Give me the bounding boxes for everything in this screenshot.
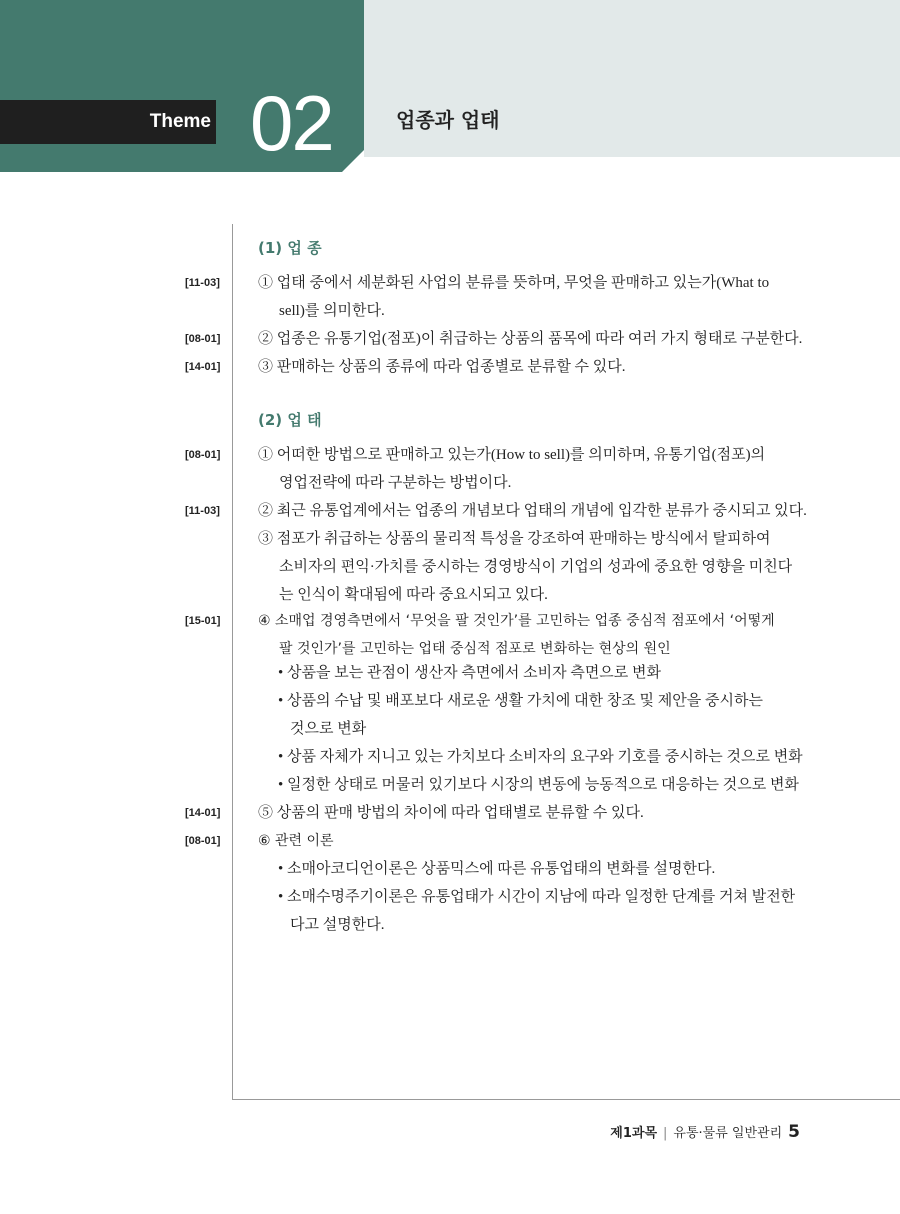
theme-label: Theme [0, 100, 216, 144]
page-number: 5 [788, 1122, 800, 1142]
list-item: ③ 점포가 취급하는 상품의 물리적 특성을 강조하여 판매하는 방식에서 탈피하여 소비자의 편익·가치를 중시하는 경영방식이 기업의 성과에 중요한 영향을 미친다 는 인식이 확대됨에 따라 중요시되고 있다. [258, 531, 793, 603]
list-item: ④ 소매업 경영측면에서 ‘무엇을 팔 것인가’를 고민하는 업종 중심적 점포에서 ‘어떻게 팔 것인가’를 고민하는 업태 중심적 점포로 변화하는 현상의 원인 [258, 613, 775, 657]
exam-code: [08-01] [185, 333, 221, 345]
content-bottom-rule [232, 1099, 900, 1100]
footer-separator: | [663, 1126, 668, 1141]
bullet-item: • 상품을 보는 관점이 생산자 측면에서 소비자 측면으로 변화 [278, 665, 662, 681]
theme-number: 02 [250, 79, 333, 167]
exam-code: [15-01] [185, 615, 221, 627]
bullet-item: • 상품의 수납 및 배포보다 새로운 생활 가치에 대한 창조 및 제안을 중시하는 것으로 변화 [278, 693, 763, 737]
exam-code: [14-01] [185, 361, 221, 373]
theme-title: 업종과 업태 [396, 108, 500, 132]
section-heading-uptae: (2) 업 태 [258, 411, 322, 429]
list-item: ② 업종은 유통기업(점포)이 취급하는 상품의 품목에 따라 여러 가지 형태로 구분한다. [258, 331, 803, 347]
exam-code: [11-03] [185, 277, 220, 289]
exam-code: [14-01] [185, 807, 221, 819]
bullet-item: • 소매수명주기이론은 유통업태가 시간이 지남에 따라 일정한 단계를 거쳐 발전한 다고 설명한다. [278, 889, 796, 933]
content-vertical-rule [232, 224, 233, 1100]
page-footer [610, 1120, 800, 1146]
list-item: ⑤ 상품의 판매 방법의 차이에 따라 업태별로 분류할 수 있다. [258, 805, 644, 821]
list-item: ⑥ 관련 이론 [258, 833, 334, 849]
bullet-item: • 상품 자체가 지니고 있는 가치보다 소비자의 요구와 기호를 중시하는 것으로 변화 [278, 749, 803, 765]
list-item: ② 최근 유통업계에서는 업종의 개념보다 업태의 개념에 입각한 분류가 중시되고 있다. [258, 503, 807, 519]
chapter-header [0, 0, 900, 172]
list-item: ① 어떠한 방법으로 판매하고 있는가(How to sell)를 의미하며, 유통기업(점포)의 영업전략에 따라 구분하는 방법이다. [258, 447, 766, 491]
list-item: ① 업태 중에서 세분화된 사업의 분류를 뜻하며, 무엇을 판매하고 있는가(What to sell)를 의미한다. [258, 275, 770, 319]
exam-code: [08-01] [185, 835, 221, 847]
bullet-item: • 일정한 상태로 머물러 있기보다 시장의 변동에 능동적으로 대응하는 것으로 변화 [278, 777, 799, 793]
list-item: ③ 판매하는 상품의 종류에 따라 업종별로 분류할 수 있다. [258, 359, 626, 375]
bullet-item: • 소매아코디언이론은 상품믹스에 따른 유통업태의 변화를 설명한다. [278, 861, 716, 877]
footer-course: 유통·물류 일반관리 [673, 1126, 783, 1141]
exam-code: [08-01] [185, 449, 221, 461]
footer-subject: 제1과목 [610, 1126, 658, 1141]
section-heading-upjong: (1) 업 종 [258, 239, 322, 257]
exam-code: [11-03] [185, 505, 220, 517]
